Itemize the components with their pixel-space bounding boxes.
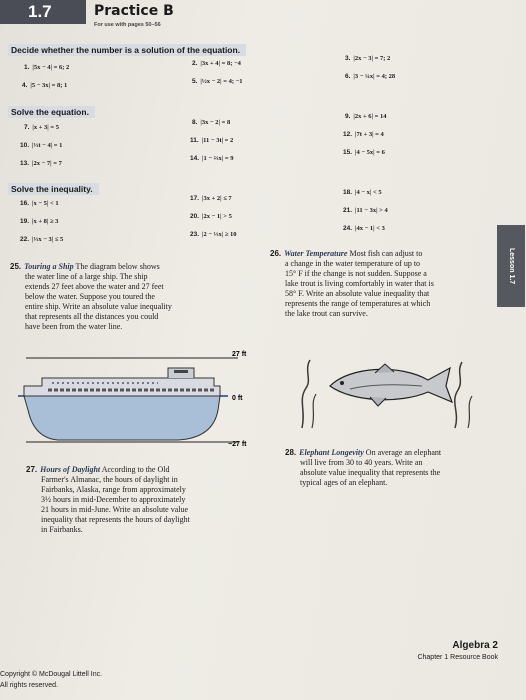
- section-solve-inequality: Solve the inequality.: [8, 183, 99, 195]
- problem-25: 25. Touring a Ship The diagram below shows the water line of a large ship. The ship extends 27 feet above the water and 27 feet below the water. Suppose you toured the entire ship. Write an absolute value inequality that represents all the distances you could have been from the water line.: [10, 262, 172, 331]
- problem-28: 28. Elephant Longevity On average an elephant will live from 30 to 40 years. Write an absolute value inequality that represents the typical ages of an elephant.: [285, 448, 442, 487]
- problem-20: 20. |2x − 1| > 5: [190, 213, 232, 220]
- seaweed-right: [455, 362, 462, 428]
- problem-12: 12. |7t + 3| = 4: [343, 131, 384, 138]
- problem-19: 19. |x + 8| ≥ 3: [20, 218, 59, 225]
- seaweed-right-2: [468, 396, 472, 428]
- problem-23: 23. |2 − ⅓x| ≥ 10: [190, 231, 237, 238]
- problem-22: 22. |⅓x − 3| ≤ 5: [20, 236, 64, 243]
- lesson-tab: Lesson 1.7: [497, 225, 525, 307]
- problem-25-title: Touring a Ship: [24, 262, 74, 271]
- problem-16: 16. |x − 5| < 1: [20, 200, 59, 207]
- label-0ft: 0 ft: [232, 395, 243, 402]
- ship-hull: [24, 396, 220, 440]
- problem-8: 8. |3x − 2| = 8: [192, 119, 231, 126]
- problem-28-title: Elephant Longevity: [299, 448, 364, 457]
- problem-27-title: Hours of Daylight: [40, 465, 101, 474]
- page-subtitle: For use with pages 50–56: [94, 22, 161, 28]
- label-27ft: 27 ft: [232, 351, 247, 358]
- book-title: Algebra 2: [452, 640, 498, 651]
- problem-26: 26. Water Temperature Most fish can adjust to a change in the water temperature of up to 15° F if the change is not sudden. Suppose a lake trout is living comfortably in water that is 58° F. Write an absolute value inequality that represents the range of temperatures at which the lake trout can survive.: [270, 249, 434, 318]
- trout-illustration: [290, 340, 490, 430]
- problem-9: 9. |2x + 6| = 14: [345, 113, 387, 120]
- problem-14: 14. |1 − ⅔x| = 9: [190, 155, 234, 162]
- problem-24: 24. |4x − 1| < 3: [343, 225, 385, 232]
- book-subtitle: Chapter 1 Resource Book: [417, 654, 498, 661]
- label-neg27ft: −27 ft: [228, 441, 247, 448]
- problem-6: 6. |3 − ¼x| = 4; 28: [345, 73, 396, 80]
- page-title: Practice B: [94, 3, 174, 19]
- problem-27: 27. Hours of Daylight According to the Old Farmer's Almanac, the hours of daylight in Fairbanks, Alaska, range from approximately 3½ hours in mid-December to approximately 21 hours in mid-June. Write an absolute value inequality that represents the hours of daylight in Fairbanks.: [26, 465, 190, 534]
- copyright-line-1: Copyright © McDougal Littell Inc.: [0, 671, 103, 678]
- problem-5: 5. |½x − 2| = 4; −1: [192, 78, 243, 85]
- problem-1: 1. |5x − 4| = 6; 2: [24, 64, 70, 71]
- lesson-number: 1.7: [0, 0, 86, 24]
- problem-17: 17. |3x + 2| ≤ 7: [190, 195, 232, 202]
- section-decide: Decide whether the number is a solution of the equation.: [8, 44, 246, 56]
- copyright-line-2: All rights reserved.: [0, 682, 58, 689]
- trout-dorsal-fin: [375, 364, 394, 373]
- problem-11: 11. |11 − 3t| = 2: [190, 137, 234, 144]
- problem-18: 18. |4 − x| < 5: [343, 189, 382, 196]
- problem-2: 2. |3x + 4| = 8; −4: [192, 60, 241, 67]
- problem-13: 13. |2x − 7| = 7: [20, 160, 62, 167]
- ship-upper-deck: [24, 378, 220, 396]
- seaweed-left: [302, 360, 310, 428]
- section-solve-equation: Solve the equation.: [8, 106, 95, 118]
- problem-3: 3. |2x − 3| = 7; 2: [345, 55, 391, 62]
- problem-4: 4. |5 − 3x| = 8; 1: [22, 82, 68, 89]
- problem-7: 7. |x + 3| = 5: [24, 124, 59, 131]
- problem-10: 10. |⅓t − 4| = 1: [20, 142, 63, 149]
- problem-15: 15. |4 − 5x| = 6: [343, 149, 385, 156]
- seaweed-left-2: [312, 394, 316, 428]
- problem-26-title: Water Temperature: [284, 249, 348, 258]
- problem-21: 21. |11 − 3x| > 4: [343, 207, 388, 214]
- trout-belly-fin: [370, 397, 386, 406]
- ship-diagram: [18, 350, 278, 450]
- trout-eye: [340, 381, 344, 385]
- bridge-windows: [174, 370, 188, 373]
